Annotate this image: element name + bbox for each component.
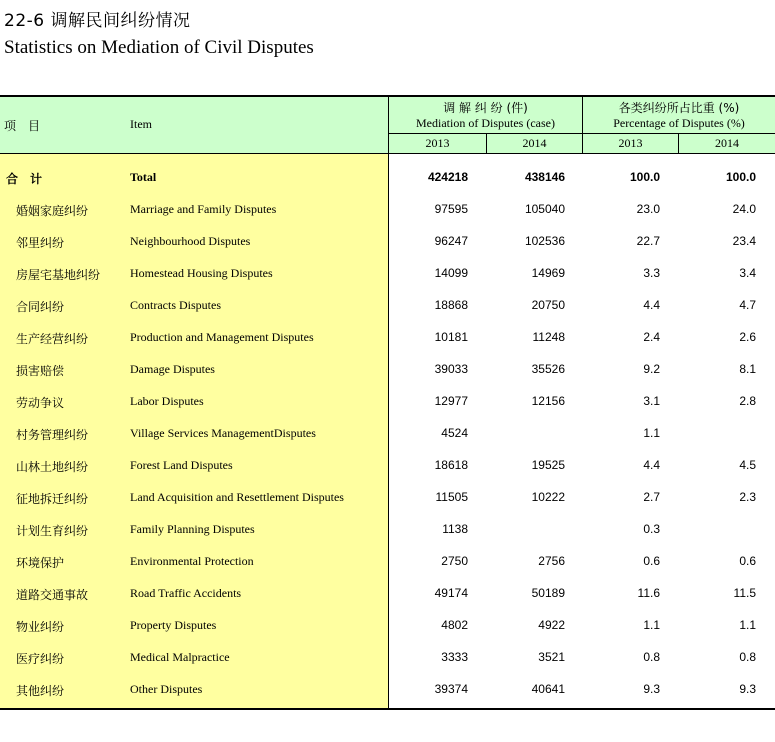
table-row-total (0, 162, 775, 194)
cases-2013: 2750 (441, 554, 468, 568)
row-label-cn: 环境保护 (16, 556, 65, 570)
percent-2014: 2.3 (739, 490, 756, 504)
cases-2013: 424218 (427, 170, 468, 184)
row-label-en: Road Traffic Accidents (130, 586, 242, 600)
percent-2013: 1.1 (643, 618, 660, 632)
table-row (0, 354, 775, 386)
table-row (0, 514, 775, 546)
percent-2014: 0.6 (739, 554, 756, 568)
percent-2014: 0.8 (739, 650, 756, 664)
percent-2013: 2.7 (643, 490, 660, 504)
row-label-en: Family Planning Disputes (130, 522, 255, 536)
row-label-cn: 婚姻家庭纠纷 (16, 204, 89, 218)
cases-2014: 102536 (524, 234, 565, 248)
percent-2013: 9.2 (643, 362, 660, 376)
percent-2014: 100.0 (725, 170, 756, 184)
percent-2013: 100.0 (629, 170, 660, 184)
cases-2013: 18868 (434, 298, 468, 312)
cases-2014: 40641 (531, 682, 565, 696)
table-row (0, 610, 775, 642)
percent-2013: 0.8 (643, 650, 660, 664)
percent-2014: 1.1 (739, 618, 756, 632)
header-year: 2014 (522, 136, 547, 150)
row-label-en: Other Disputes (130, 682, 203, 696)
percent-2014: 24.0 (732, 202, 756, 216)
row-label-en: Environmental Protection (130, 554, 254, 568)
row-label-cn: 其他纠纷 (16, 684, 65, 698)
cases-2014: 20750 (531, 298, 565, 312)
cases-2014: 14969 (531, 266, 565, 280)
percent-2014: 4.5 (739, 458, 756, 472)
percent-2013: 1.1 (643, 426, 660, 440)
row-label-en: Contracts Disputes (130, 298, 221, 312)
header-year: 2013 (425, 136, 450, 150)
percent-2013: 4.4 (643, 458, 660, 472)
page-title-en: Statistics on Mediation of Civil Disputes (4, 37, 314, 58)
row-label-cn: 山林土地纠纷 (16, 460, 89, 474)
row-label-en: Land Acquisition and Resettlement Disputes (130, 490, 344, 504)
cases-2013: 4802 (441, 618, 468, 632)
cases-2014: 105040 (524, 202, 565, 216)
table-row (0, 386, 775, 418)
row-label-cn: 合同纠纷 (16, 300, 65, 314)
cases-2013: 10181 (434, 330, 468, 344)
percent-2014: 23.4 (732, 234, 756, 248)
cases-2014: 3521 (538, 650, 565, 664)
table-row (0, 674, 775, 706)
percent-2013: 0.3 (643, 522, 660, 536)
cases-2014: 19525 (531, 458, 565, 472)
row-label-cn: 征地拆迁纠纷 (16, 492, 89, 506)
cases-2013: 14099 (434, 266, 468, 280)
table-row (0, 450, 775, 482)
header-item-en: Item (130, 117, 152, 131)
cases-2014: 11248 (532, 330, 565, 344)
percent-2014: 8.1 (739, 362, 756, 376)
header-group2-en: Percentage of Disputes (%) (613, 116, 745, 130)
cases-2013: 4524 (441, 426, 468, 440)
item-header-cell (0, 97, 389, 154)
percent-2013: 2.4 (643, 330, 660, 344)
row-label-en: Property Disputes (130, 618, 217, 632)
row-label-cn: 合 计 (6, 172, 43, 186)
row-label-cn: 道路交通事故 (16, 588, 89, 602)
row-label-en: Forest Land Disputes (130, 458, 233, 472)
row-label-en: Medical Malpractice (130, 650, 230, 664)
percent-2013: 3.3 (643, 266, 660, 280)
page-title-cn: 22-6 调解民间纠纷情况 (4, 11, 191, 31)
cases-2013: 11505 (435, 490, 468, 504)
cases-2014: 2756 (538, 554, 565, 568)
cases-2013: 12977 (434, 394, 468, 408)
cases-2014: 4922 (538, 618, 565, 632)
percent-2014: 2.8 (739, 394, 756, 408)
row-label-cn: 生产经营纠纷 (16, 332, 89, 346)
table-row (0, 226, 775, 258)
row-label-en: Marriage and Family Disputes (130, 202, 277, 216)
row-label-cn: 劳动争议 (16, 396, 65, 410)
percent-2013: 9.3 (643, 682, 660, 696)
row-label-cn: 医疗纠纷 (16, 652, 65, 666)
percent-2013: 23.0 (636, 202, 660, 216)
percent-2014: 9.3 (739, 682, 756, 696)
row-label-cn: 物业纠纷 (16, 620, 65, 634)
cases-2013: 3333 (441, 650, 468, 664)
cases-2014: 12156 (531, 394, 565, 408)
table-row (0, 194, 775, 226)
cases-2013: 18618 (434, 458, 468, 472)
cases-2013: 96247 (434, 234, 468, 248)
percent-2014: 2.6 (739, 330, 756, 344)
percent-2014: 4.7 (739, 298, 756, 312)
mediation-table (0, 95, 775, 710)
row-label-en: Homestead Housing Disputes (130, 266, 273, 280)
header-year: 2013 (618, 136, 643, 150)
header-item-cn: 项 目 (4, 119, 41, 133)
table-row (0, 418, 775, 450)
percent-2013: 22.7 (636, 234, 660, 248)
cases-2014: 35526 (531, 362, 565, 376)
header-group1-cn: 调 解 纠 纷 (件) (443, 101, 528, 115)
table-row (0, 482, 775, 514)
row-label-en: Labor Disputes (130, 394, 204, 408)
row-label-en: Total (130, 170, 157, 184)
header-group2-cn: 各类纠纷所占比重 (%) (618, 101, 740, 115)
cases-2013: 97595 (434, 202, 468, 216)
row-label-cn: 邻里纠纷 (16, 236, 65, 250)
cases-2013: 39033 (434, 362, 468, 376)
table-row (0, 258, 775, 290)
percent-2013: 4.4 (643, 298, 660, 312)
table-row (0, 578, 775, 610)
percent-2013: 11.6 (637, 586, 660, 600)
percent-2013: 0.6 (643, 554, 660, 568)
percent-2014: 11.5 (733, 586, 756, 600)
row-label-en: Neighbourhood Disputes (130, 234, 251, 248)
row-label-cn: 村务管理纠纷 (16, 428, 89, 442)
row-label-cn: 损害赔偿 (16, 364, 65, 378)
table-row (0, 290, 775, 322)
cases-2014: 438146 (524, 170, 565, 184)
header-group1-en: Mediation of Disputes (case) (416, 116, 555, 130)
table-row (0, 642, 775, 674)
row-label-en: Damage Disputes (130, 362, 215, 376)
row-label-cn: 计划生育纠纷 (16, 524, 89, 538)
cases-2013: 1138 (442, 522, 468, 536)
row-label-en: Production and Management Disputes (130, 330, 314, 344)
header-year: 2014 (715, 136, 739, 150)
cases-2013: 39374 (434, 682, 468, 696)
percent-2014: 3.4 (739, 266, 756, 280)
table-row (0, 322, 775, 354)
row-label-en: Village Services ManagementDisputes (130, 426, 316, 440)
percent-2013: 3.1 (643, 394, 660, 408)
table-row (0, 546, 775, 578)
cases-2014: 50189 (531, 586, 565, 600)
cases-2013: 49174 (434, 586, 468, 600)
row-label-cn: 房屋宅基地纠纷 (16, 268, 101, 282)
cases-2014: 10222 (531, 490, 565, 504)
